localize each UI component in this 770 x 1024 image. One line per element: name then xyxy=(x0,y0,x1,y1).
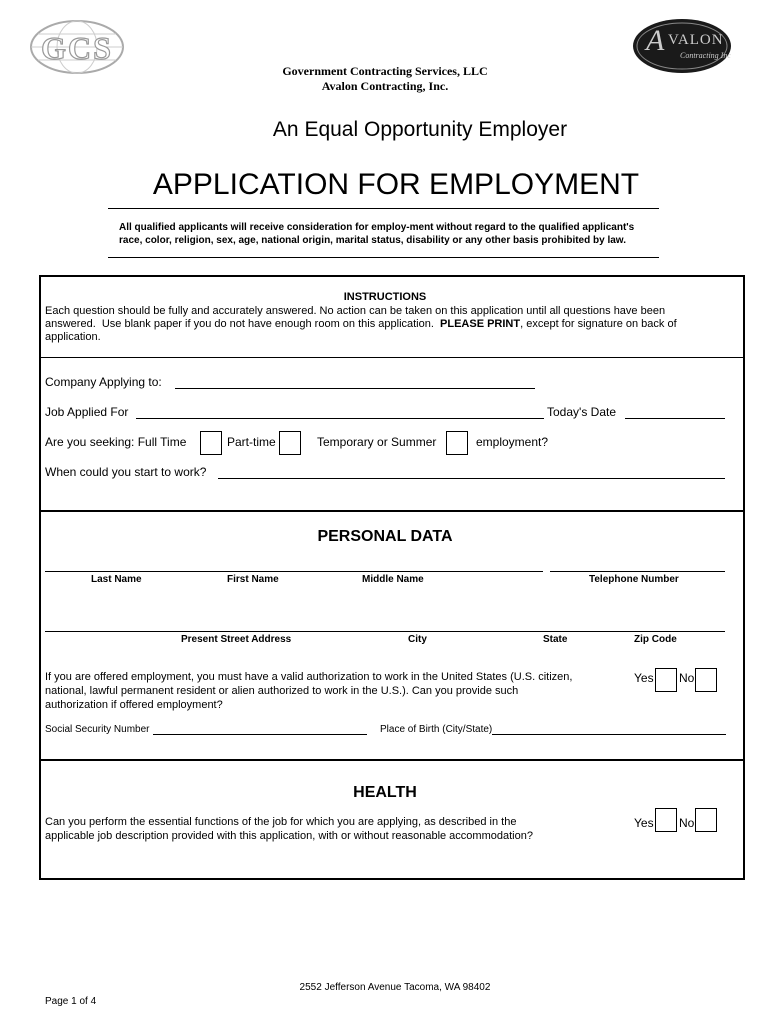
work-auth-line-2: national, lawful permanent resident or alien authorized to work in the U.S.). Can you provide such xyxy=(45,685,519,697)
health-no-checkbox[interactable] xyxy=(695,808,717,832)
company-name-1: Government Contracting Services, LLC xyxy=(282,64,488,78)
avalon-logo-text: VALON xyxy=(668,32,724,48)
health-question-line-1: Can you perform the essential functions of the job for which you are applying, as described in the xyxy=(45,816,517,828)
company-applying-field[interactable] xyxy=(175,388,535,389)
last-name-label: Last Name xyxy=(91,574,142,585)
first-name-label: First Name xyxy=(227,574,279,585)
ssn-field[interactable] xyxy=(153,734,367,735)
address-field[interactable] xyxy=(45,631,725,632)
birthplace-field[interactable] xyxy=(492,734,726,735)
start-work-field[interactable] xyxy=(218,478,725,479)
page-number: Page 1 of 4 xyxy=(45,996,97,1007)
avalon-logo-initial: A xyxy=(646,24,665,57)
telephone-field[interactable] xyxy=(550,571,725,572)
street-label: Present Street Address xyxy=(181,634,292,645)
temporary-checkbox[interactable] xyxy=(446,431,468,455)
instructions-heading: INSTRUCTIONS xyxy=(343,291,427,303)
instructions-line-2 xyxy=(45,318,677,330)
telephone-label: Telephone Number xyxy=(589,574,679,585)
company-applying-label: Company Applying to: xyxy=(45,375,162,389)
health-no-label: No xyxy=(679,816,695,830)
eoe-heading: An Equal Opportunity Employer xyxy=(272,118,568,141)
avalon-logo-subtext: Contracting Inc xyxy=(680,51,731,60)
footer-address: 2552 Jefferson Avenue Tacoma, WA 98402 xyxy=(299,982,491,993)
work-auth-yes-checkbox[interactable] xyxy=(655,668,677,692)
job-applied-label: Job Applied For xyxy=(45,405,129,419)
disclaimer-line-2: race, color, religion, sex, age, national origin, marital status, disability or any other basis prohibited by law. xyxy=(119,235,626,246)
work-auth-yes-label: Yes xyxy=(634,671,654,685)
health-yes-label: Yes xyxy=(634,816,654,830)
work-auth-no-checkbox[interactable] xyxy=(695,668,717,692)
employment-label: employment? xyxy=(476,435,549,449)
todays-date-label: Today's Date xyxy=(547,405,616,419)
health-heading: HEALTH xyxy=(353,784,417,801)
name-field[interactable] xyxy=(45,571,543,572)
start-work-label: When could you start to work? xyxy=(45,465,207,479)
zip-label: Zip Code xyxy=(634,634,677,645)
personal-data-heading: PERSONAL DATA xyxy=(317,528,453,545)
todays-date-field[interactable] xyxy=(625,418,725,419)
please-print: PLEASE PRINT xyxy=(440,318,521,330)
part-time-label: Part-time xyxy=(227,435,276,449)
health-question-line-2: applicable job description provided with this application, with or without reasonable accommodation? xyxy=(45,830,533,842)
instructions-line-1: Each question should be fully and accurately answered. No action can be taken on this application until all questions have been xyxy=(45,305,666,317)
instructions-line-2c: , except for signature on back of xyxy=(520,318,677,330)
work-auth-line-1: If you are offered employment, you must have a valid authorization to work in the United States (U.S. citizen, xyxy=(45,671,573,683)
full-time-checkbox[interactable] xyxy=(200,431,222,455)
ssn-label: Social Security Number xyxy=(45,724,150,735)
seeking-label: Are you seeking: Full Time xyxy=(45,435,187,449)
title-rule xyxy=(108,208,659,209)
job-applied-field[interactable] xyxy=(136,418,544,419)
disclaimer-line-1: All qualified applicants will receive consideration for employ-ment without regard to the qualified applicant's xyxy=(119,222,635,233)
state-label: State xyxy=(543,634,568,645)
part-time-checkbox[interactable] xyxy=(279,431,301,455)
middle-name-label: Middle Name xyxy=(362,574,424,585)
work-auth-no-label: No xyxy=(679,671,695,685)
temporary-label: Temporary or Summer xyxy=(317,435,437,449)
instructions-line-3: application. xyxy=(45,331,101,343)
disclaimer-rule xyxy=(108,257,659,258)
page-title: APPLICATION FOR EMPLOYMENT xyxy=(152,168,640,201)
instructions-line-2a: answered. Use blank paper if you do not have enough room on this application. xyxy=(45,318,441,330)
health-yes-checkbox[interactable] xyxy=(655,808,677,832)
birthplace-label: Place of Birth (City/State) xyxy=(380,724,493,735)
gcs-logo-text: GCS xyxy=(41,30,113,66)
company-name-2: Avalon Contracting, Inc. xyxy=(321,79,449,93)
work-auth-line-3: authorization if offered employment? xyxy=(45,699,223,711)
instructions-divider xyxy=(41,357,743,358)
city-label: City xyxy=(408,634,427,645)
